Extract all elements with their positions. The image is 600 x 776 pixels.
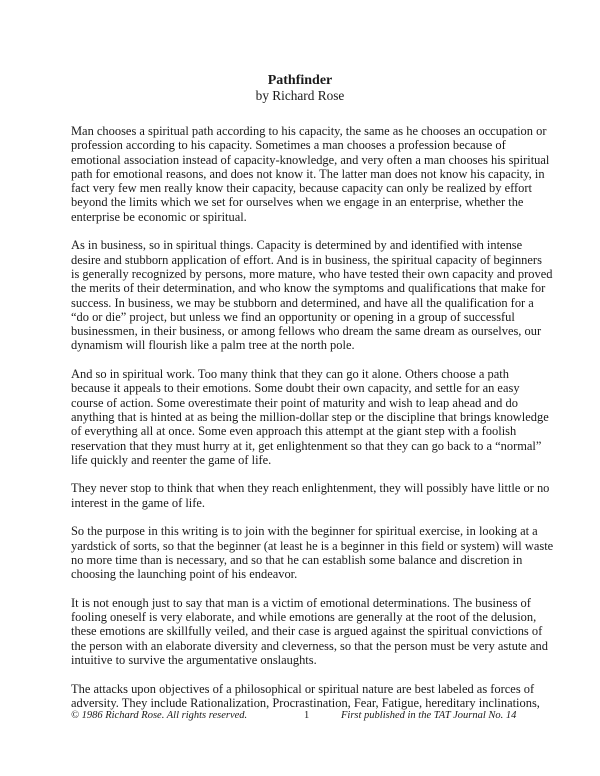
footer-publication: First published in the TAT Journal No. 14 <box>341 710 517 721</box>
page-number: 1 <box>304 710 310 721</box>
text-line: fact very few men really know their capacity, because capacity can only be realized by effort <box>71 181 532 196</box>
document-title: Pathfinder <box>267 73 333 88</box>
text-line: So the purpose in this writing is to join with the beginner for spiritual exercise, in looking at a <box>71 524 538 539</box>
text-line: Man chooses a spiritual path according to his capacity, the same as he chooses an occupation or <box>71 124 547 138</box>
text-line: anything that is hinted at as being the million-dollar step or the discipline that brings knowledge <box>71 409 549 424</box>
paragraph <box>71 238 553 353</box>
text-line: profession according to his capacity. Sometimes a man chooses a profession because of <box>71 138 506 153</box>
footer-copyright: © 1986 Richard Rose. All rights reserved. <box>71 710 248 721</box>
text-line: interest in the game of life. <box>71 495 206 510</box>
text-line: dynamism will flourish like a palm tree at the north pole. <box>71 338 355 353</box>
paragraph <box>71 481 550 510</box>
text-line: because it appeals to their emotions. Some doubt their own capacity, and settle for an easy <box>71 381 520 396</box>
paragraph <box>71 367 549 467</box>
text-line: the person with an elaborate diversity and cleverness, so that the person must be very astute and <box>71 638 548 653</box>
text-line: fooling oneself is very elaborate, and while emotions are generally at the root of the delusion, <box>71 610 537 625</box>
paragraph <box>71 595 548 667</box>
text-line: life quickly and reenter the game of life. <box>71 452 272 467</box>
text-line: businessmen, in their business, or among fellows who dream the same dream as ourselves, our <box>71 324 542 339</box>
text-line: success. In business, we may be stubborn and determined, and have all the qualification for a <box>71 295 534 310</box>
text-line: course of action. Some overestimate their point of maturity and wish to leap ahead and do <box>71 395 518 410</box>
text-line: The attacks upon objectives of a philosophical or spiritual nature are best labeled as forces of <box>71 681 535 696</box>
text-line: emotional association instead of capacity-knowledge, and very often a man chooses his spiritual <box>71 152 550 167</box>
text-line: They never stop to think that when they reach enlightenment, they will possibly have little or no <box>71 481 550 496</box>
text-line: It is not enough just to say that man is a victim of emotional determinations. The business of <box>71 595 531 610</box>
document-body <box>71 124 554 724</box>
text-line: intuitive to survive the argumentative onslaughts. <box>71 652 317 667</box>
text-line: the merits of their determination, and who know the symptoms and qualifications that make for <box>71 281 546 296</box>
text-line: enterprise be economic or spiritual. <box>71 209 247 224</box>
text-line: is generally recognized by persons, more mature, who have tested their own capacity and proved <box>71 266 553 281</box>
text-line: these emotions are skillfully veiled, and their case is argued against the spiritual convictions of <box>71 624 543 639</box>
text-line: adversity. They include Rationalization, Procrastination, Fear, Fatigue, hereditary inclinations, <box>71 695 540 710</box>
text-line: And so in spiritual work. Too many think that they can go it alone. Others choose a path <box>71 367 509 382</box>
text-line: yardstick of sorts, so that the beginner (at least he is a beginner in this field or system) will waste <box>71 538 554 553</box>
text-line: desire and stubborn application of effort. And is in business, the spiritual capacity of beginners <box>71 252 542 267</box>
text-line: choosing the launching point of his endeavor. <box>71 567 298 582</box>
text-line: no more time than is necessary, and so that he can establish some balance and discretion in <box>71 552 523 567</box>
paragraph <box>71 524 554 582</box>
text-line: path for emotional reasons, and does not know it. The latter man does not know his capacity, in <box>71 166 545 181</box>
paragraph <box>71 682 541 711</box>
text-line: reservation that they must hurry at it, get enlightenment so that they can go back to a “normal” <box>71 438 542 453</box>
text-line: As in business, so in spiritual things. Capacity is determined by and identified with intense <box>71 238 523 253</box>
document-byline: by Richard Rose <box>255 88 345 103</box>
text-line: beyond the limits which we set for ourselves when we engage in an enterprise, whether the <box>71 195 524 210</box>
paragraph <box>71 124 550 224</box>
text-line: “do or die” project, but unless we find an opportunity or opening in a group of successful <box>71 309 515 324</box>
text-line: of everything all at once. Some even approach this attempt at the giant step with a foolish <box>71 424 517 439</box>
